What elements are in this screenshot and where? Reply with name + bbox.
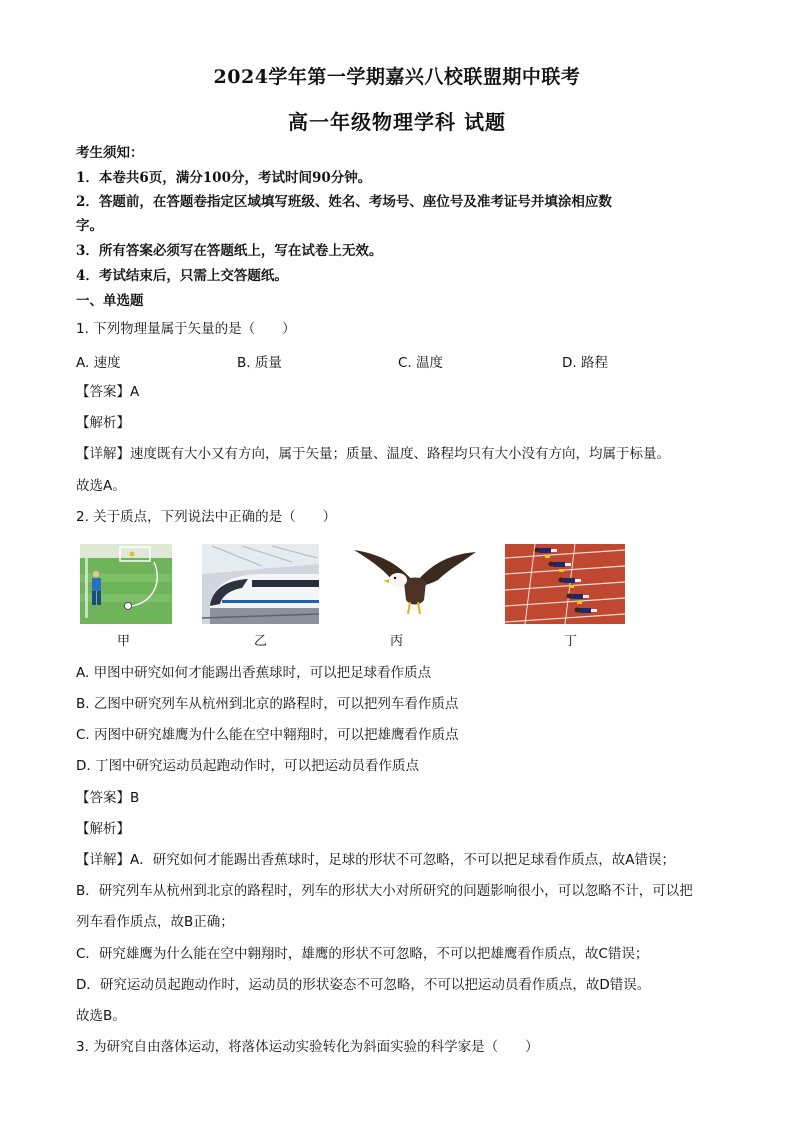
train-image bbox=[202, 544, 319, 624]
notice-item-1: 1．本卷共6页，满分100分，考试时间90分钟。 bbox=[76, 170, 372, 186]
q3-stem: 3. 为研究自由落体运动，将落体运动实验转化为斜面实验的科学家是（ ） bbox=[76, 1039, 539, 1055]
q2-stem: 2. 关于质点，下列说法中正确的是（ ） bbox=[76, 509, 337, 525]
figure-label-bing: 丙 bbox=[390, 634, 404, 649]
sprinters-image bbox=[505, 544, 625, 624]
figure-label-jia: 甲 bbox=[117, 634, 131, 649]
figure-train bbox=[202, 544, 319, 624]
q2-detail-line-5: D．研究运动员起跑动作时，运动员的形状姿态不可忽略，不可以把运动员看作质点，故D错误。 bbox=[76, 977, 651, 993]
q1-analysis-label: 【解析】 bbox=[76, 415, 130, 431]
q1-option-d: D. 路程 bbox=[562, 355, 608, 371]
q2-analysis-label: 【解析】 bbox=[76, 821, 130, 837]
notice-item-2: 2．答题前，在答题卷指定区域填写班级、姓名、考场号、座位号及准考证号并填涂相应数 bbox=[76, 194, 612, 210]
notice-item-4: 4．考试结束后，只需上交答题纸。 bbox=[76, 268, 288, 284]
q2-detail-line-2: B．研究列车从杭州到北京的路程时，列车的形状大小对所研究的问题影响很小，可以忽略不计，可以把 bbox=[76, 883, 693, 899]
q1-answer: 【答案】A bbox=[76, 384, 140, 400]
football-image bbox=[80, 544, 172, 624]
figure-football bbox=[80, 544, 172, 624]
q2-option-c: C. 丙图中研究雄鹰为什么能在空中翱翔时，可以把雄鹰看作质点 bbox=[76, 727, 459, 743]
figure-eagle bbox=[352, 546, 478, 622]
q1-option-b: B. 质量 bbox=[237, 355, 282, 371]
q1-detail: 【详解】速度既有大小又有方向，属于矢量；质量、温度、路程均只有大小没有方向，均属于标量。 bbox=[76, 446, 670, 462]
q2-answer: 【答案】B bbox=[76, 790, 140, 806]
q1-conclusion: 故选A。 bbox=[76, 478, 126, 494]
notice-heading: 考生须知： bbox=[76, 145, 144, 161]
q1-option-c: C. 温度 bbox=[398, 355, 444, 371]
q2-detail-line-3: 列车看作质点，故B正确； bbox=[76, 914, 234, 930]
figure-label-yi: 乙 bbox=[254, 634, 268, 649]
q2-detail-line-1: 【详解】A．研究如何才能踢出香蕉球时，足球的形状不可忽略，不可以把足球看作质点，故A错误； bbox=[76, 852, 675, 868]
q2-option-a: A. 甲图中研究如何才能踢出香蕉球时，可以把足球看作质点 bbox=[76, 665, 432, 681]
q1-stem: 1. 下列物理量属于矢量的是（ ） bbox=[76, 321, 296, 337]
notice-item-2-cont: 字。 bbox=[76, 218, 103, 234]
section-heading: 一、单选题 bbox=[76, 293, 144, 309]
q2-option-d: D. 丁图中研究运动员起跑动作时，可以把运动员看作质点 bbox=[76, 758, 419, 774]
q1-option-a: A. 速度 bbox=[76, 355, 121, 371]
q2-option-b: B. 乙图中研究列车从杭州到北京的路程时，可以把列车看作质点 bbox=[76, 696, 459, 712]
q2-conclusion: 故选B。 bbox=[76, 1008, 126, 1024]
eagle-image bbox=[352, 546, 478, 622]
notice-item-3: 3．所有答案必须写在答题纸上，写在试卷上无效。 bbox=[76, 243, 383, 259]
figure-sprinters bbox=[505, 544, 625, 624]
figure-label-ding: 丁 bbox=[564, 634, 578, 649]
exam-subtitle: 高一年级物理学科 试题 bbox=[288, 110, 506, 134]
q2-detail-line-4: C．研究雄鹰为什么能在空中翱翔时，雄鹰的形状不可忽略，不可以把雄鹰看作质点，故C错误； bbox=[76, 946, 649, 962]
exam-title: 2024学年第一学期嘉兴八校联盟期中联考 bbox=[213, 66, 581, 88]
